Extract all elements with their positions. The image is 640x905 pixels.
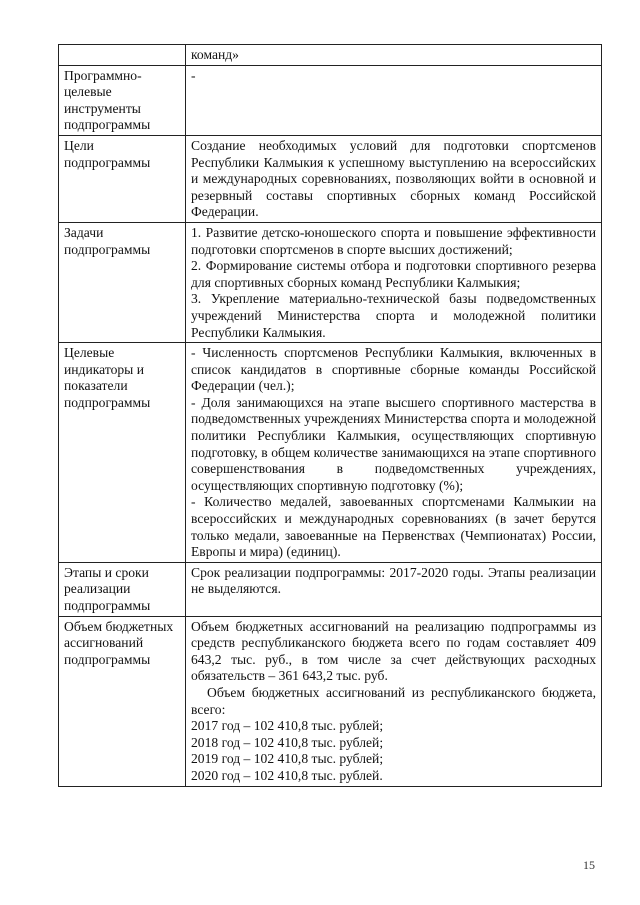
- row-label: Программно-целевые инструменты подпрограммы: [59, 65, 186, 135]
- content-paragraph: 2020 год – 102 410,8 тыс. рублей.: [191, 767, 383, 783]
- table-row-budget: [59, 616, 602, 786]
- row-label: Задачи подпрограммы: [59, 222, 186, 342]
- content-paragraph: 1. Развитие детско-юношеского спорта и повышение эффективности подготовки спортсменов в спорте высших достижений;: [191, 224, 596, 257]
- content-paragraph: - Численность спортсменов Республики Калмыкия, включенных в список кандидатов в спортивные сборные команды Российской Федерации (чел.);: [191, 345, 596, 394]
- content-paragraph: - Количество медалей, завоеванных спортсменами Калмыкии на всероссийских и международных соревнованиях (в зачет берутся только медали, завоеванные на Первенствах (Чемпионатах) России, Европы и мира) (единиц).: [191, 494, 596, 560]
- table-row-indicators: [59, 343, 602, 563]
- content-paragraph: Создание необходимых условий для подготовки спортсменов Республики Калмыкия к успешному выступлению на всероссийских и международных соревнованиях, позволяющих войти в основной и резервный составы спортивных сборных команд Российской Федерации.: [191, 137, 596, 220]
- content-paragraph: Объем бюджетных ассигнований на реализацию подпрограммы из средств республиканского бюджета всего по годам составляет 409 643,2 тыс. руб., в том числе за счет действующих расходных обязательств – 361 643,2 тыс. руб.: [191, 618, 596, 684]
- row-content: [186, 616, 602, 786]
- content-paragraph: 3. Укрепление материально-технической базы подведомственных учреждений Министерства спорта и молодежной политики Республики Калмыкия.: [191, 291, 596, 340]
- content-paragraph: 2019 год – 102 410,8 тыс. рублей;: [191, 751, 384, 767]
- content-paragraph: команд»: [191, 47, 239, 62]
- row-content: [186, 562, 602, 616]
- table-row-continuation: [59, 45, 602, 66]
- table-row-instruments: [59, 65, 602, 135]
- page-number: 15: [583, 858, 595, 872]
- row-label: [59, 45, 186, 66]
- row-label: Этапы и сроки реализации подпрограммы: [59, 562, 186, 616]
- content-paragraph: 2017 год – 102 410,8 тыс. рублей;: [191, 718, 384, 734]
- table-row-tasks: [59, 222, 602, 342]
- content-paragraph: Объем бюджетных ассигнований из республиканского бюджета, всего:: [191, 684, 596, 717]
- table-row-goals: [59, 135, 602, 222]
- row-label: Цели подпрограммы: [59, 135, 186, 222]
- table-row-stages: [59, 562, 602, 616]
- row-label: Целевые индикаторы и показатели подпрограммы: [59, 343, 186, 563]
- row-content: [186, 45, 602, 66]
- row-content: [186, 222, 602, 342]
- content-paragraph: Срок реализации подпрограммы: 2017-2020 годы. Этапы реализации не выделяются.: [191, 564, 596, 597]
- content-paragraph: 2018 год – 102 410,8 тыс. рублей;: [191, 734, 384, 750]
- content-paragraph: 2. Формирование системы отбора и подготовки спортивного резерва для спортивных сборных команд Республики Калмыкия;: [191, 258, 596, 290]
- content-paragraph: - Доля занимающихся на этапе высшего спортивного мастерства в подведомственных учреждениях Министерства спорта и молодежной политики Республики Калмыкия, осуществляющих спортивную подготовку, в общем количестве занимающихся на этапе спортивного совершенствования в подведомственных учреждениях, осуществляющих спортивную подготовку (%);: [191, 394, 596, 493]
- row-label: Объем бюджетных ассигнований подпрограммы: [59, 616, 186, 786]
- row-content: [186, 343, 602, 563]
- passport-table: [58, 44, 602, 787]
- content-paragraph: -: [191, 67, 196, 83]
- row-content: [186, 135, 602, 222]
- row-content: [186, 65, 602, 135]
